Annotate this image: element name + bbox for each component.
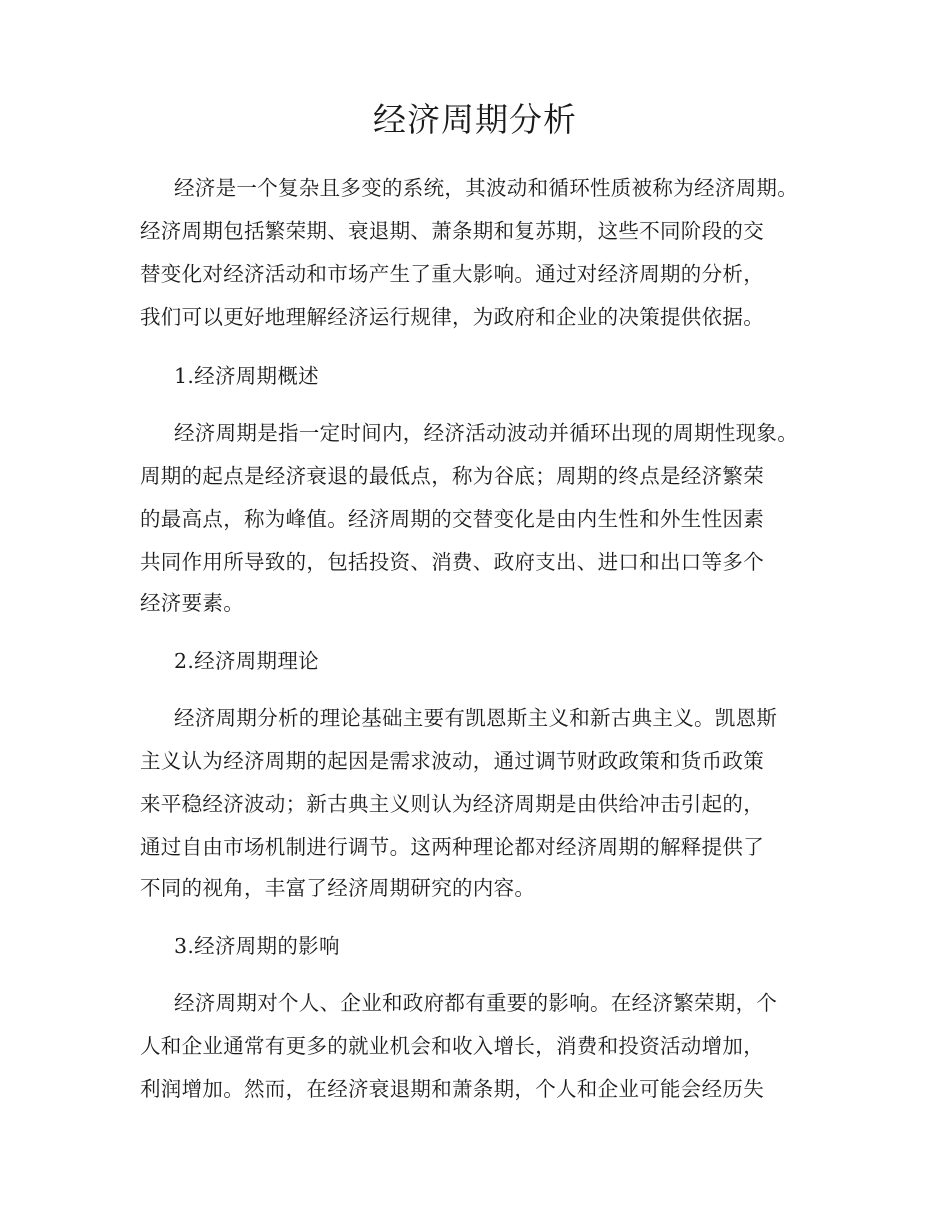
section-2-line-2: 主义认为经济周期的起因是需求波动，通过调节财政政策和货币政策 [140, 749, 764, 773]
section-3-line-3: 利润增加。然而，在经济衰退期和萧条期，个人和企业可能会经历失 [140, 1077, 764, 1101]
section-1-line-3: 的最高点，称为峰值。经济周期的交替变化是由内生性和外生性因素 [140, 507, 764, 531]
section-1-line-5: 经济要素。 [140, 591, 244, 615]
section-2-line-4: 通过自由市场机制进行调节。这两种理论都对经济周期的解释提供了 [140, 835, 764, 859]
section-2-line-3: 来平稳经济波动；新古典主义则认为经济周期是由供给冲击引起的， [140, 792, 764, 816]
intro-line-3: 替变化对经济活动和市场产生了重大影响。通过对经济周期的分析， [140, 262, 764, 286]
section-3-heading: 3.经济周期的影响 [174, 934, 340, 958]
section-1-line-4: 共同作用所导致的，包括投资、消费、政府支出、进口和出口等多个 [140, 550, 764, 574]
section-1-line-2: 周期的起点是经济衰退的最低点，称为谷底；周期的终点是经济繁荣 [140, 464, 764, 488]
page-title: 经济周期分析 [373, 100, 577, 139]
section-1-heading: 1.经济周期概述 [174, 364, 319, 388]
section-2-line-5: 不同的视角，丰富了经济周期研究的内容。 [140, 876, 536, 900]
intro-line-1: 经济是一个复杂且多变的系统，其波动和循环性质被称为经济周期。 [174, 176, 798, 200]
section-1-line-1: 经济周期是指一定时间内，经济活动波动并循环出现的周期性现象。 [174, 421, 798, 445]
section-2-line-1: 经济周期分析的理论基础主要有凯恩斯主义和新古典主义。凯恩斯 [174, 706, 778, 730]
intro-line-2: 经济周期包括繁荣期、衰退期、萧条期和复苏期，这些不同阶段的交 [140, 219, 764, 243]
section-2-heading: 2.经济周期理论 [174, 649, 319, 673]
intro-line-4: 我们可以更好地理解经济运行规律，为政府和企业的决策提供依据。 [140, 305, 764, 329]
section-3-line-2: 人和企业通常有更多的就业机会和收入增长，消费和投资活动增加， [140, 1034, 764, 1058]
section-3-line-1: 经济周期对个人、企业和政府都有重要的影响。在经济繁荣期，个 [174, 991, 778, 1015]
